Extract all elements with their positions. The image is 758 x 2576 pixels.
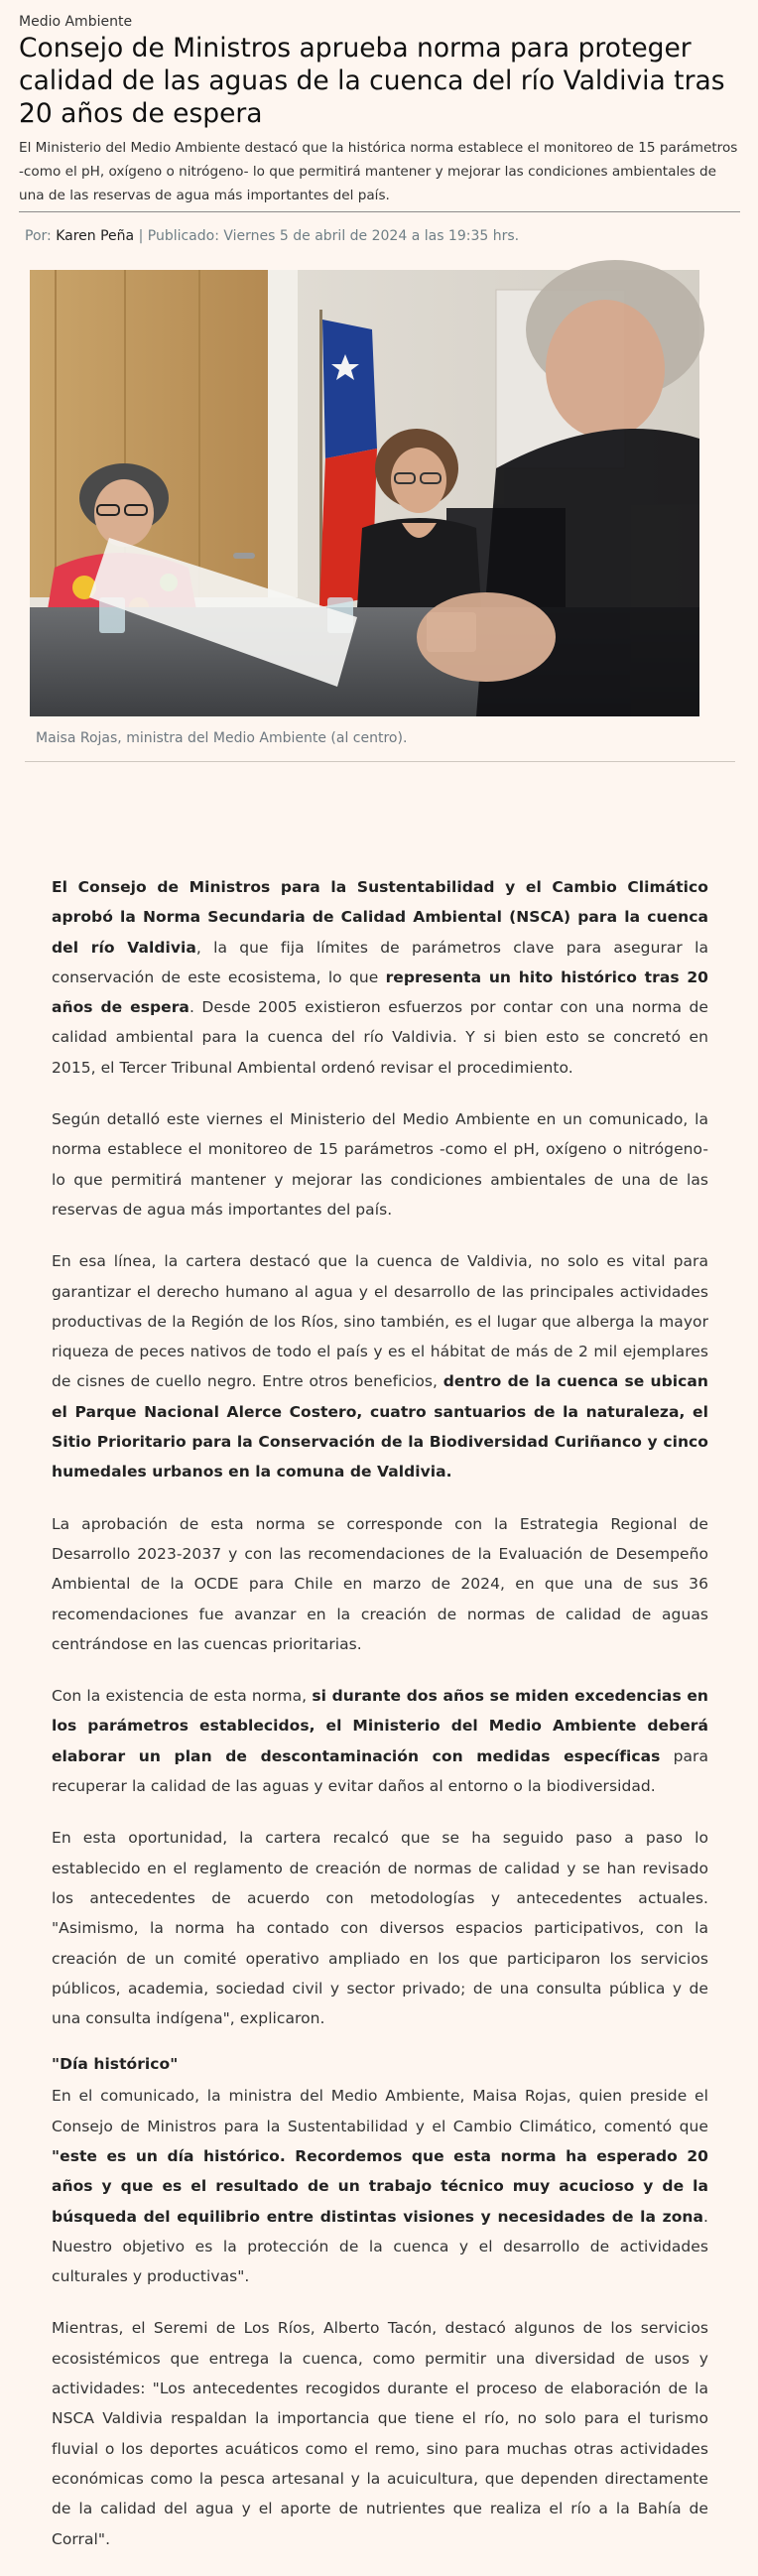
text-run: . Desde 2005 existieron esfuerzos por contar con una norma de calidad ambiental para la cuenca del río Valdivia. Y si bien esto se concretó en 2015, el Tercer Tribunal Ambiental ordenó revisar el procedimiento. [52, 998, 709, 1077]
byline-published-label: Publicado: [147, 228, 219, 244]
text-run: . Nuestro objetivo es la protección de la cuenca y el desarrollo de actividades culturales y productivas". [52, 2207, 708, 2286]
byline-author[interactable]: Karen Peña [56, 228, 135, 244]
paragraph-1 [52, 872, 708, 1083]
wooden-door [30, 270, 268, 597]
bold-text: El Consejo de Ministros para la Sustentabilidad y el Cambio Climático aprobó la Norma Secundaria de Calidad Ambiental (NSCA) para la cuenca del río Valdivia [52, 878, 708, 957]
section-label[interactable]: Medio Ambiente [19, 14, 133, 30]
paragraph-6 [52, 1823, 708, 2033]
byline [25, 226, 519, 246]
article-body [52, 872, 708, 2576]
photo-caption: Maisa Rojas, ministra del Medio Ambiente (al centro). [36, 730, 408, 746]
article-lead: El Ministerio del Medio Ambiente destacó que la histórica norma establece el monitoreo de 15 parámetros -como el pH, oxígeno o nitrógeno- lo que permitirá mantener y mejorar las condiciones ambientales de una de las reservas de agua más importantes del país. [19, 140, 738, 203]
text-run: , la que fija límites de parámetros clave para asegurar la conservación de este ecosistema, lo que [52, 938, 709, 986]
text-run: Con la existencia de esta norma, [52, 1687, 313, 1706]
meeting-photo-illustration [30, 270, 699, 716]
paragraph-8 [52, 2313, 708, 2553]
bold-text: "este es un día histórico. Recordemos que esta norma ha esperado 20 años y que es el resultado de un trabajo técnico muy acucioso y de la búsqueda del equilibrio entre distintas visiones y necesidades de la zona [52, 2146, 708, 2226]
paragraph-5 [52, 1681, 708, 1801]
byline-date: Viernes 5 de abril de 2024 a las 19:35 hrs. [223, 228, 520, 244]
header-divider [19, 211, 740, 212]
byline-by-label: Por: [25, 228, 52, 244]
bold-text: si durante dos años se miden excedencias en los parámetros establecidos, el Ministerio del Medio Ambiente deberá elaborar un plan de descontaminación con medidas específicas [52, 1687, 708, 1765]
bold-text: representa un hito histórico tras 20 años de espera [52, 967, 709, 1017]
text-run: La aprobación de esta norma se corresponde con la Estrategia Regional de Desarrollo 2023-2037 y con las recomendaciones de la Evaluación de Desempeño Ambiental de la OCDE para Chile en marzo de 2024, en que una de sus 36 recomendaciones fue avanzar en la creación de normas de calidad de aguas centrándose en las cuencas prioritarias. [52, 1514, 708, 1653]
article-headline: Consejo de Ministros aprueba norma para proteger calidad de las aguas de la cuenca del río Valdivia tras 20 años de espera [19, 33, 725, 129]
article-photo [30, 270, 699, 716]
text-run: para recuperar la calidad de las aguas y evitar daños al entorno o la biodiversidad. [52, 1746, 708, 1796]
bold-text: dentro de la cuenca se ubican el Parque Nacional Alerce Costero, cuatro santuarios de la naturaleza, el Sitio Prioritario para la Conservación de la Biodiversidad Curiñanco y cinco humedales urbanos en la comuna de Valdivia. [52, 1372, 708, 1481]
paragraph-3 [52, 1246, 708, 1486]
caption-divider [25, 761, 735, 762]
byline-separator: | [138, 228, 144, 244]
text-run: Según detalló este viernes el Ministerio del Medio Ambiente en un comunicado, la norma establece el monitoreo de 15 parámetros -como el pH, oxígeno o nitrógeno- lo que permitirá mantener y mejorar las condiciones ambientales de una de las reservas de agua más importantes del país. [52, 1110, 708, 1219]
paragraph-2 [52, 1104, 708, 1224]
text-run: En esa línea, la cartera destacó que la cuenca de Valdivia, no solo es vital para garantizar el derecho humano al agua y el desarrollo de las principales actividades productivas de la Región de los Ríos, sino también, es el lugar que alberga la mayor riqueza de peces nativos de todo el país y es el hábitat de más de 2 mil ejemplares de cisnes de cuello negro. Entre otros beneficios, [52, 1252, 708, 1391]
text-run: Mientras, el Seremi de Los Ríos, Alberto Tacón, destacó algunos de los servicios ecosistémicos que entrega la cuenca, como permitir una diversidad de usos y actividades: "Los antecedentes recogidos durante el proceso de elaboración de la NSCA Valdivia respaldan la importancia que tiene el río, no solo para el turismo fluvial o los deportes acuáticos como el remo, sino para muchas otras actividades económicas como la pesca artesanal y la acuicultura, que dependen directamente de la calidad del agua y el aporte de nutrientes que realiza el río a la Bahía de Corral". [52, 2319, 708, 2548]
paragraph-7 [52, 2081, 708, 2291]
text-run: En esta oportunidad, la cartera recalcó que se ha seguido paso a paso lo establecido en el reglamento de creación de normas de calidad y se han revisado los antecedentes de acuerdo con metodologías y antecedentes actuales. "Asimismo, la norma ha contado con diversos espacios participativos, con la creación de un comité operativo ampliado en los que participaron los servicios públicos, academia, sociedad civil y sector privado; de una consulta pública y de una consulta indígena", explicaron. [52, 1829, 708, 2028]
article-subheading: "Día histórico" [52, 2055, 179, 2074]
paragraph-4 [52, 1509, 708, 1659]
text-run: En el comunicado, la ministra del Medio Ambiente, Maisa Rojas, quien preside el Consejo de Ministros para la Sustentabilidad y el Cambio Climático, comentó que [52, 2087, 708, 2135]
